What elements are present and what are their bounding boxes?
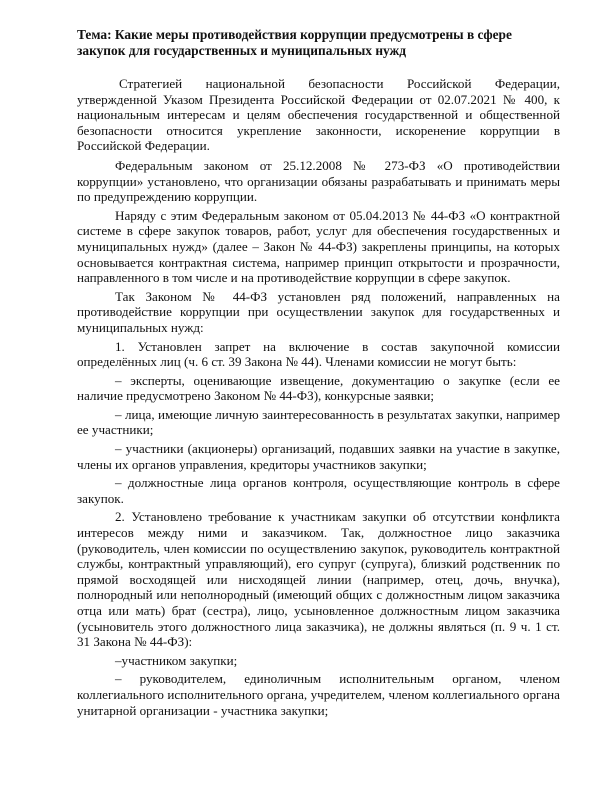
paragraph-law-44: Наряду с этим Федеральным законом от 05.04.2013 № 44-ФЗ «О контрактной системе в сфере закупок товаров, работ, услуг для обеспечения государственных и муниципальных нужд» (далее – Закон № 44-ФЗ) закреплены принципы, на которых основывается контрактная система, например принцип открытости и прозрачности, направленного в том числе и на противодействие коррупции в сфере закупок. (77, 207, 560, 286)
paragraph-strategy: Стратегией национальной безопасности Российской Федерации, утвержденной Указом Президента Российской Федерации от 02.07.2021 № 400, к национальным интересам и целям обеспечения государственной и общественной безопасности относится укрепление законности, искоренение коррупции в Российской Федерации. (77, 76, 560, 154)
list-item-control-officials: – должностные лица органов контроля, осуществляющие контроль в сфере закупок. (77, 475, 560, 506)
list-item-shareholders: – участники (акционеры) организаций, подавших заявки на участие в закупке, члены их органов управления, кредиторы участников закупки; (77, 441, 560, 472)
list-item-manager: – руководителем, единоличным исполнительным органом, членом коллегиального исполнительного органа, учредителем, членом коллегиального органа унитарной организации - участника закупки; (77, 671, 560, 718)
paragraph-law-273: Федеральным законом от 25.12.2008 № 273-ФЗ «О противодействии коррупции» установлено, что организации обязаны разрабатывать и принимать меры по предупреждению коррупции. (77, 157, 560, 205)
document-title: Тема: Какие меры противодействия коррупции предусмотрены в сфере закупок для государственных и муниципальных нужд (77, 27, 512, 58)
list-item-interested-persons: – лица, имеющие личную заинтересованность в результатах закупки, например ее участники; (77, 406, 560, 438)
paragraph-provisions-intro: Так Законом № 44-ФЗ установлен ряд положений, направленных на противодействие коррупции при осуществлении закупок для государственных и муниципальных нужд: (77, 288, 560, 335)
paragraph-point-1: 1. Установлен запрет на включение в состав закупочной комиссии определённых лиц (ч. 6 ст. 39 Закона № 44). Членами комиссии не могут быть: (77, 338, 560, 370)
list-item-experts: – эксперты, оценивающие извещение, документацию о закупке (если ее наличие предусмотрено Законом № 44-ФЗ), конкурсные заявки; (77, 372, 560, 404)
list-item-participant: –участником закупки; (115, 652, 238, 668)
paragraph-point-2: 2. Установлено требование к участникам закупки об отсутствии конфликта интересов между ними и заказчиком. Так, должностное лицо заказчика (руководитель, член комиссии по осуществлению закупок, руководитель контрактной службы, контрактный управляющий), его супруг (супруга), близкий родственник по прямой восходящей или нисходящей линии (например, отец, дочь, внучка), полнородный или неполнородный (имеющий общих с должностным лицом заказчика отца или мать) брат (сестра), лицо, усыновленное должностным лицом заказчика (усыновитель этого должностного лица заказчика), не должны являться (п. 9 ч. 1 ст. 31 Закона № 44-ФЗ): (77, 509, 560, 650)
